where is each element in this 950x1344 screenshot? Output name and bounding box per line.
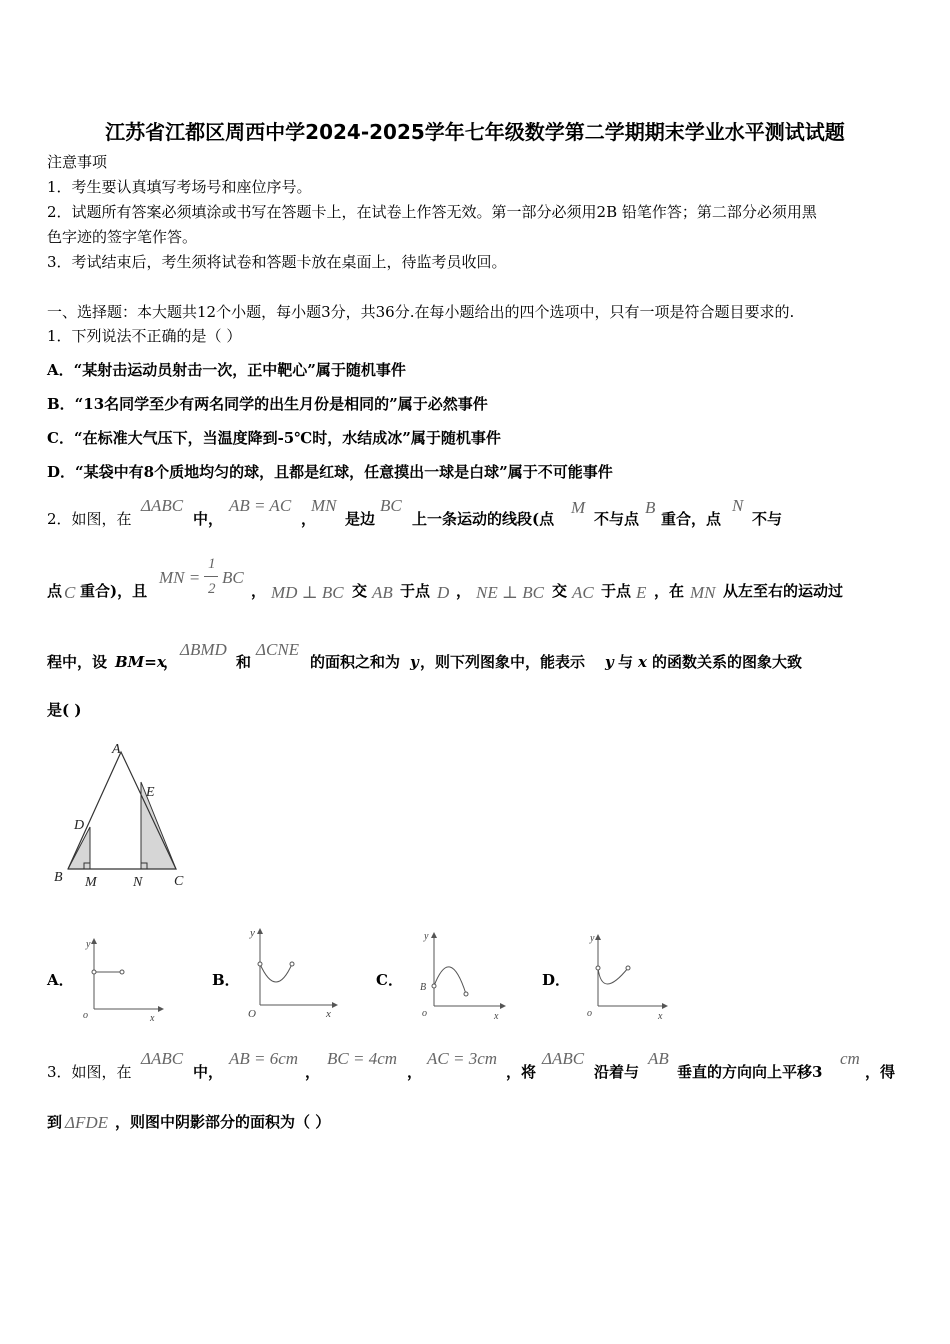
notice-item: 2．试题所有答案必须填涂或书写在答题卡上，在试卷上作答无效。第一部分必须用2B 铅笔作答；第二部分必须用黑 [47, 203, 817, 221]
svg-text:y: y [250, 927, 255, 939]
q2-text: 上一条运动的线段(点 [412, 510, 555, 528]
q2-text: 2．如图，在 [47, 510, 132, 528]
choice-d-label: D． [542, 971, 571, 989]
q3-math: BC = 4cm [327, 1049, 398, 1068]
label-b: B [54, 870, 63, 885]
q2-math: AB [372, 583, 393, 602]
q2-text: 的函数关系的图象大致 [652, 653, 803, 671]
notice-heading: 注意事项 [47, 153, 108, 171]
q2-text: 于点 [601, 582, 632, 600]
q2-math: M [571, 498, 586, 517]
svg-text:y: y [590, 933, 595, 944]
question-1-stem: 1．下列说法不正确的是（ ） [47, 327, 242, 345]
q3-math: AC = 3cm [427, 1049, 498, 1068]
graph-curve [260, 964, 292, 982]
q1-option-c: C．“在标准大气压下，当温度降到-5℃时，水结成冰”属于随机事件 [47, 429, 501, 447]
svg-text:y: y [86, 939, 91, 950]
q2-text: ，在 [654, 582, 685, 600]
q2-text: 不与点 [594, 510, 640, 528]
q2-text: 从左至右的运动过 [723, 582, 844, 600]
q3-text: 垂直的方向向上平移3 [677, 1063, 823, 1081]
q2-text: 中， [193, 510, 224, 528]
label-d: D [74, 818, 85, 833]
svg-text:y: y [424, 931, 429, 942]
q2-text: 是边 [345, 510, 376, 528]
q2-fraction-den: 2 [208, 581, 216, 597]
q3-text: ，则图中阴影部分的面积为（ ） [115, 1113, 331, 1131]
q2-var: x [638, 653, 647, 671]
q3-text: ， [305, 1063, 321, 1081]
q2-math: D [437, 583, 450, 602]
q2-text: 和 [236, 653, 252, 671]
q1-option-b: B．“13名同学至少有两名同学的出生月份是相同的”属于必然事件 [47, 395, 488, 413]
q3-text: 中， [193, 1063, 224, 1081]
q2-math: C [64, 583, 76, 602]
label-m: M [85, 875, 97, 890]
q2-var: y [605, 653, 614, 671]
label-c: C [174, 874, 184, 889]
svg-text:x: x [150, 1013, 155, 1022]
q3-text: 到 [47, 1113, 63, 1131]
q3-math: ΔABC [141, 1049, 184, 1068]
q3-math: ΔFDE [65, 1113, 109, 1132]
q2-text: ， [301, 510, 317, 528]
q2-text: 的面积之和为 [310, 653, 401, 671]
q2-text: 是( ) [47, 701, 82, 719]
q2-text: ， [456, 582, 472, 600]
section-heading: 一、选择题：本大题共12个小题，每小题3分，共36分.在每小题给出的四个选项中，只有一项是符合题目要求的. [47, 303, 795, 321]
label-a: A [112, 742, 121, 757]
q3-math: AB [648, 1049, 669, 1068]
q2-math: B [645, 498, 656, 517]
q2-text: 重合)，且 [80, 582, 148, 600]
q2-text: 交 [552, 582, 568, 600]
q2-text: 交 [352, 582, 368, 600]
svg-text:x: x [326, 1008, 331, 1020]
svg-text:x: x [494, 1011, 499, 1022]
q2-text: ， [251, 582, 267, 600]
svg-text:o: o [422, 1008, 427, 1019]
choice-d-graph [582, 928, 672, 1022]
q2-fraction-bar [204, 576, 218, 577]
q2-fraction-num: 1 [208, 556, 216, 572]
q3-math: ΔABC [542, 1049, 585, 1068]
svg-text:o: o [83, 1010, 88, 1021]
q1-option-d: D．“某袋中有8个质地均匀的球，且都是红球，任意摸出一球是白球”属于不可能事件 [47, 463, 613, 481]
choice-c-label: C． [376, 971, 403, 989]
q2-text: 点 [47, 582, 63, 600]
q2-text: 重合，点 [661, 510, 722, 528]
choice-b-label: B． [212, 971, 240, 989]
label-e: E [146, 785, 155, 800]
q2-math: AB = AC [229, 496, 292, 515]
notice-item: 1．考生要认真填写考场号和座位序号。 [47, 178, 312, 196]
notice-item: 色字迹的签字笔作答。 [47, 228, 198, 246]
svg-text:O: O [248, 1008, 256, 1020]
page-title: 江苏省江都区周西中学2024-2025学年七年级数学第二学期期末学业水平测试试题 [105, 120, 845, 144]
svg-text:B: B [420, 982, 427, 993]
q2-math: ΔBMD [180, 640, 227, 659]
q2-math: MD ⊥ BC [271, 583, 344, 602]
q2-math: N [732, 496, 744, 515]
q2-text: ，则下列图象中，能表示 [420, 653, 586, 671]
q2-text: 与 [618, 653, 634, 671]
q2-math: MN [690, 583, 716, 602]
q2-math: AC [572, 583, 594, 602]
svg-text:x: x [658, 1011, 663, 1022]
q2-text: 于点 [400, 582, 431, 600]
q2-math: MN [311, 496, 337, 515]
svg-text:o: o [587, 1008, 592, 1019]
q1-option-a: A．“某射击运动员射击一次，正中靶心”属于随机事件 [47, 361, 406, 379]
q3-text: 3．如图，在 [47, 1063, 132, 1081]
choice-b-graph [240, 922, 340, 1022]
graph-curve [434, 967, 466, 994]
q2-math: BC [380, 496, 402, 515]
q2-math: MN = [159, 568, 201, 587]
notice-item: 3．考试结束后，考生须将试卷和答题卡放在桌面上，待监考员收回。 [47, 253, 507, 271]
q3-text: 沿着与 [594, 1063, 640, 1081]
q2-math: BC [222, 568, 244, 587]
q2-text: 程中，设 [47, 653, 108, 671]
graph-curve [598, 968, 628, 984]
choice-a-label: A． [47, 971, 74, 989]
q2-math: E [636, 583, 647, 602]
q3-math: cm [840, 1049, 860, 1068]
q3-text: ，得 [865, 1063, 896, 1081]
q2-var: y [410, 653, 419, 671]
q2-text: 不与 [752, 510, 783, 528]
q2-var: BM=x [115, 653, 166, 671]
q2-math: NE ⊥ BC [476, 583, 544, 602]
q3-math: AB = 6cm [229, 1049, 299, 1068]
choice-a-graph [78, 934, 166, 1022]
q3-text: ， [407, 1063, 423, 1081]
q2-text: ， [163, 653, 179, 671]
choice-c-graph [412, 926, 508, 1022]
q3-text: ，将 [506, 1063, 537, 1081]
q2-math: ΔABC [141, 496, 184, 515]
label-n: N [133, 875, 143, 890]
q2-triangle-figure [50, 738, 200, 890]
q2-math: ΔCNE [256, 640, 300, 659]
